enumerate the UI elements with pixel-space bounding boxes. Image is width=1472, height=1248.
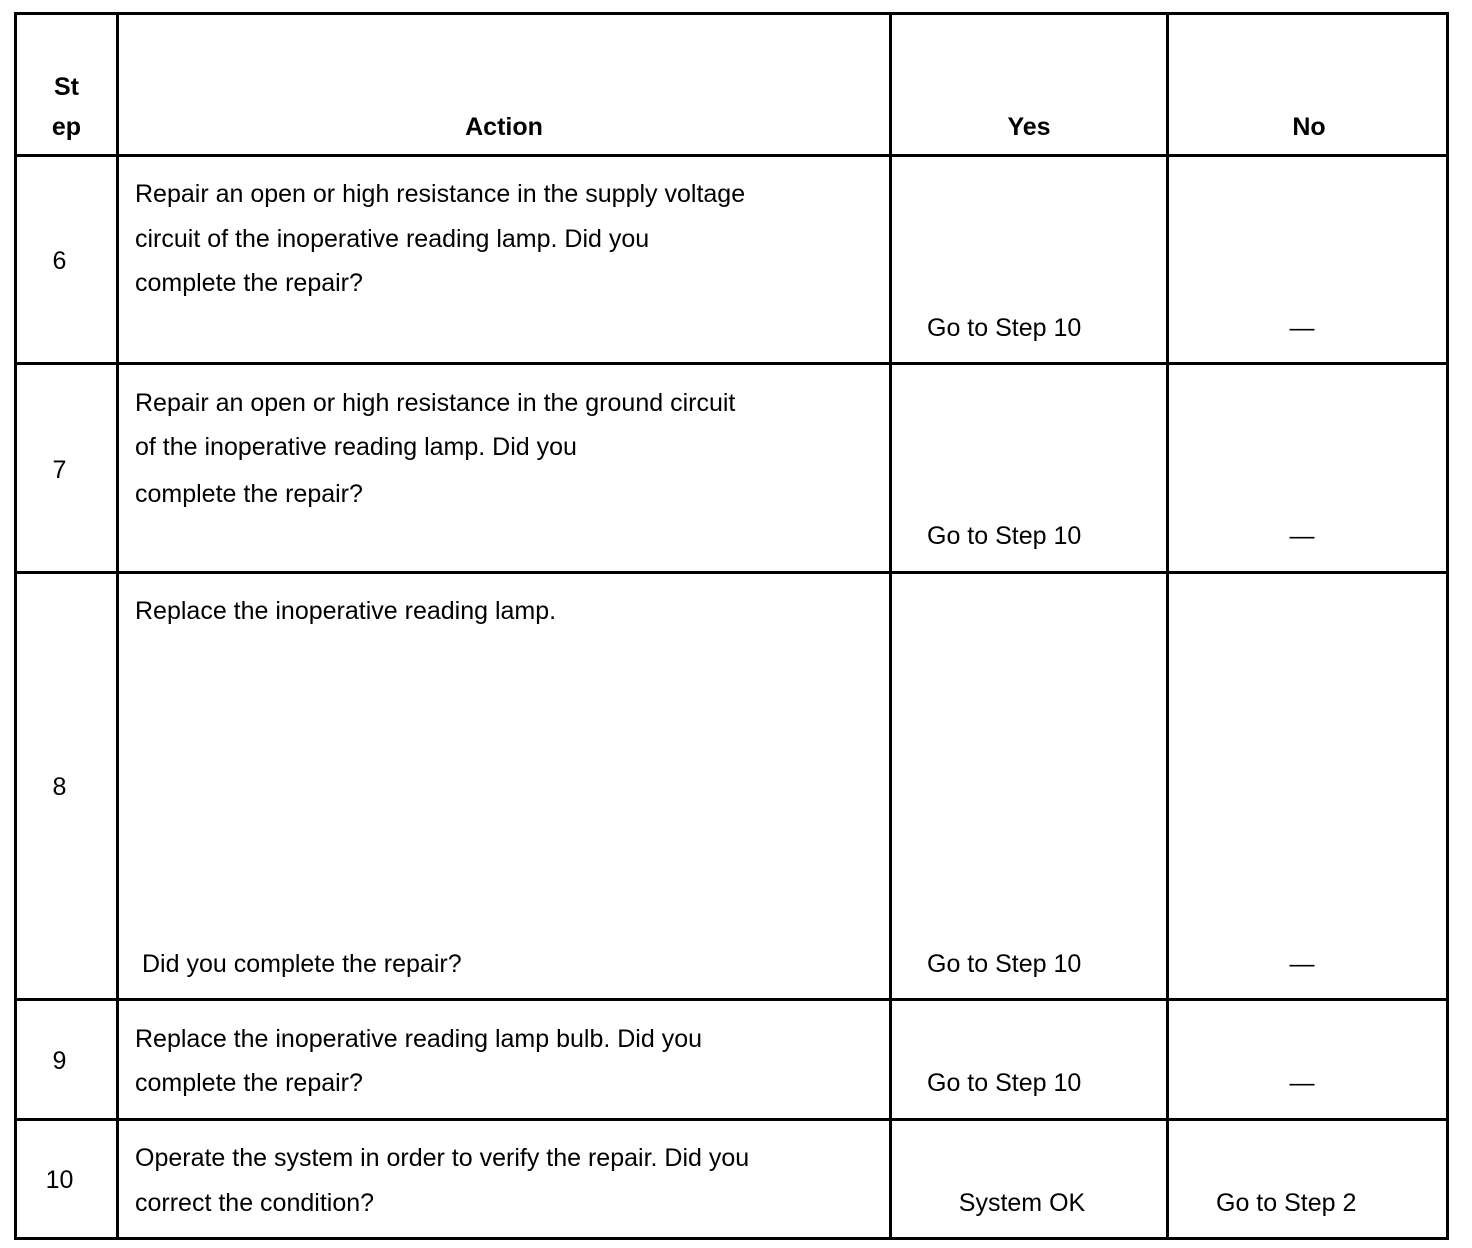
step-number: 10 [45, 1166, 74, 1194]
step-number: 8 [52, 773, 67, 801]
yes-result: Go to Step 10 [927, 1069, 1082, 1097]
header-step [17, 67, 116, 147]
action-text-line: Operate the system in order to verify the repair. Did you [135, 1144, 750, 1172]
action-text-line: circuit of the inoperative reading lamp. Did you [135, 225, 650, 253]
step-number: 6 [52, 247, 67, 275]
action-text-line: Replace the inoperative reading lamp. [135, 597, 557, 625]
row-divider [17, 362, 1446, 365]
action-text-line: complete the repair? [135, 1069, 363, 1097]
header-yes: Yes [1007, 113, 1051, 141]
column-divider [889, 15, 892, 1237]
row-divider [17, 1118, 1446, 1121]
yes-result: Go to Step 10 [927, 950, 1082, 978]
action-text-line: complete the repair? [135, 480, 363, 508]
row-divider [17, 998, 1446, 1001]
action-text-line: Repair an open or high resistance in the supply voltage [135, 180, 746, 208]
yes-result: Go to Step 10 [927, 522, 1082, 550]
row-divider [17, 154, 1446, 157]
action-text-line: complete the repair? [135, 269, 363, 297]
column-divider [116, 15, 119, 1237]
no-result: — [1289, 522, 1315, 550]
step-number: 7 [52, 456, 67, 484]
action-text-line: Repair an open or high resistance in the ground circuit [135, 389, 736, 417]
header-action: Action [465, 113, 543, 141]
header-step-line2: ep [51, 113, 82, 141]
no-result: — [1289, 950, 1315, 978]
step-number: 9 [52, 1047, 67, 1075]
column-divider [1166, 15, 1169, 1237]
action-text-line: correct the condition? [135, 1189, 375, 1217]
action-text-line: Did you complete the repair? [142, 950, 462, 978]
action-text-line: of the inoperative reading lamp. Did you [135, 433, 577, 461]
yes-result: Go to Step 10 [927, 314, 1082, 342]
no-result: — [1289, 1069, 1315, 1097]
no-result: Go to Step 2 [1216, 1189, 1357, 1217]
yes-result: System OK [958, 1189, 1086, 1217]
no-result: — [1289, 314, 1315, 342]
header-no: No [1292, 113, 1326, 141]
row-divider [17, 571, 1446, 574]
action-text-line: Replace the inoperative reading lamp bulb. Did you [135, 1025, 703, 1053]
diagnostic-table [14, 12, 1449, 1240]
header-step-line1: St [54, 73, 79, 101]
